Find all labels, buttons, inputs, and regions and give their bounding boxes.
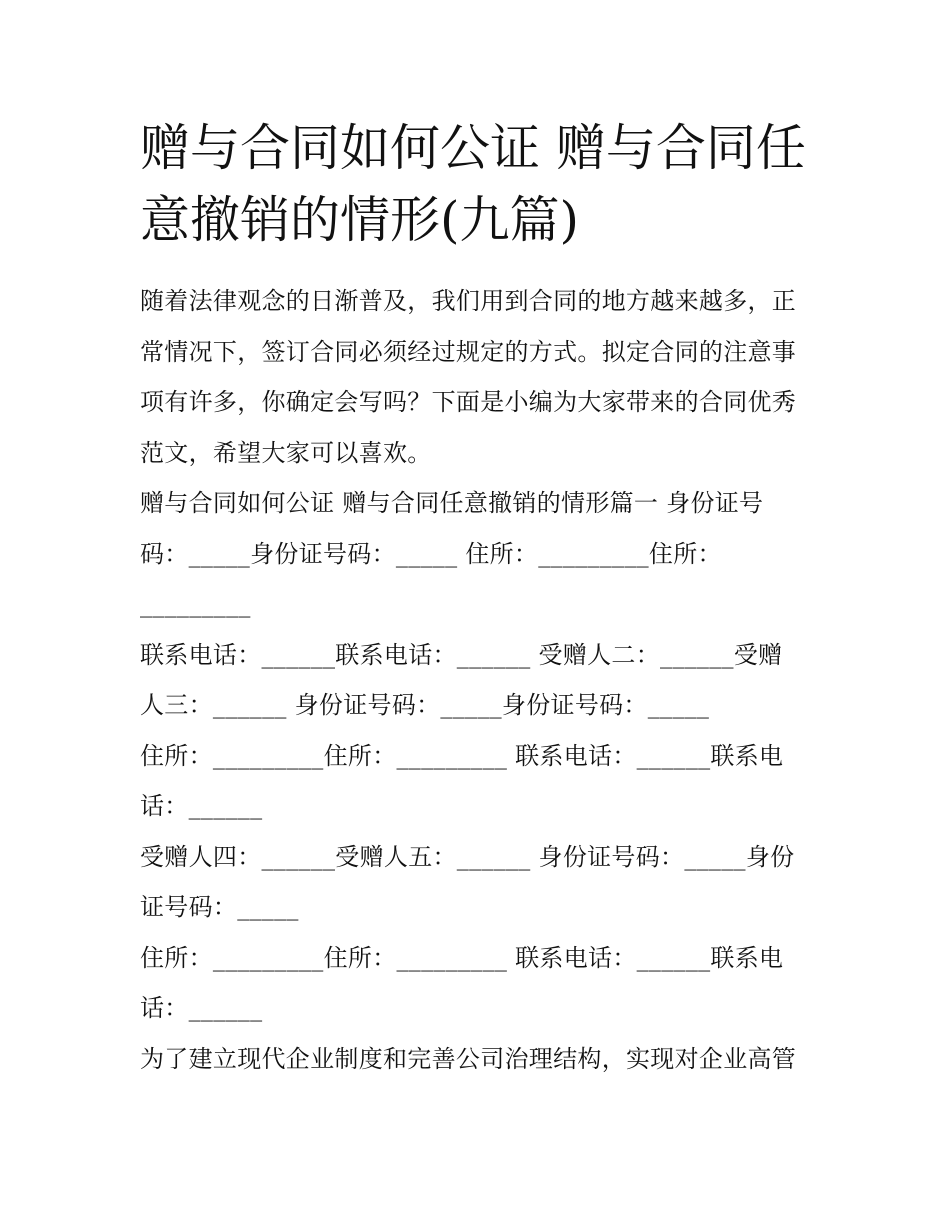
- document-body: [140, 276, 820, 1084]
- body-line: 证号码：_____: [140, 893, 299, 921]
- body-line: 话：______: [140, 994, 263, 1022]
- body-line: 随着法律观念的日渐普及，我们用到合同的地方越来越多，正: [140, 287, 797, 315]
- body-line: 住所：_________住所：_________ 联系电话：______联系电: [140, 741, 784, 770]
- body-line: 赠与合同如何公证 赠与合同任意撤销的情形篇一 身份证号: [140, 489, 764, 517]
- body-line: _________: [140, 590, 251, 618]
- title-line: 意撤销的情形(九篇): [140, 191, 580, 249]
- body-line: 话：______: [140, 792, 263, 820]
- body-line: 为了建立现代企业制度和完善公司治理结构，实现对企业高管: [140, 1044, 797, 1073]
- body-line: 常情况下，签订合同必须经过规定的方式。拟定合同的注意事: [140, 337, 797, 366]
- body-line: 联系电话：______联系电话：______ 受赠人二：______受赠: [140, 640, 783, 669]
- body-line: 人三：______ 身份证号码：_____身份证号码：_____: [140, 691, 710, 719]
- body-line: 受赠人四：______受赠人五：______ 身份证号码：_____身份: [140, 842, 795, 871]
- body-line: 住所：_________住所：_________ 联系电话：______联系电: [140, 943, 784, 972]
- body-line: 项有许多，你确定会写吗？下面是小编为大家带来的合同优秀: [140, 388, 797, 416]
- body-line: 码：_____身份证号码：_____ 住所：_________住所：: [140, 539, 722, 568]
- title-line: 赠与合同如何公证 赠与合同任: [140, 119, 806, 177]
- body-line: 范文，希望大家可以喜欢。: [140, 438, 432, 467]
- document-title: [140, 112, 820, 256]
